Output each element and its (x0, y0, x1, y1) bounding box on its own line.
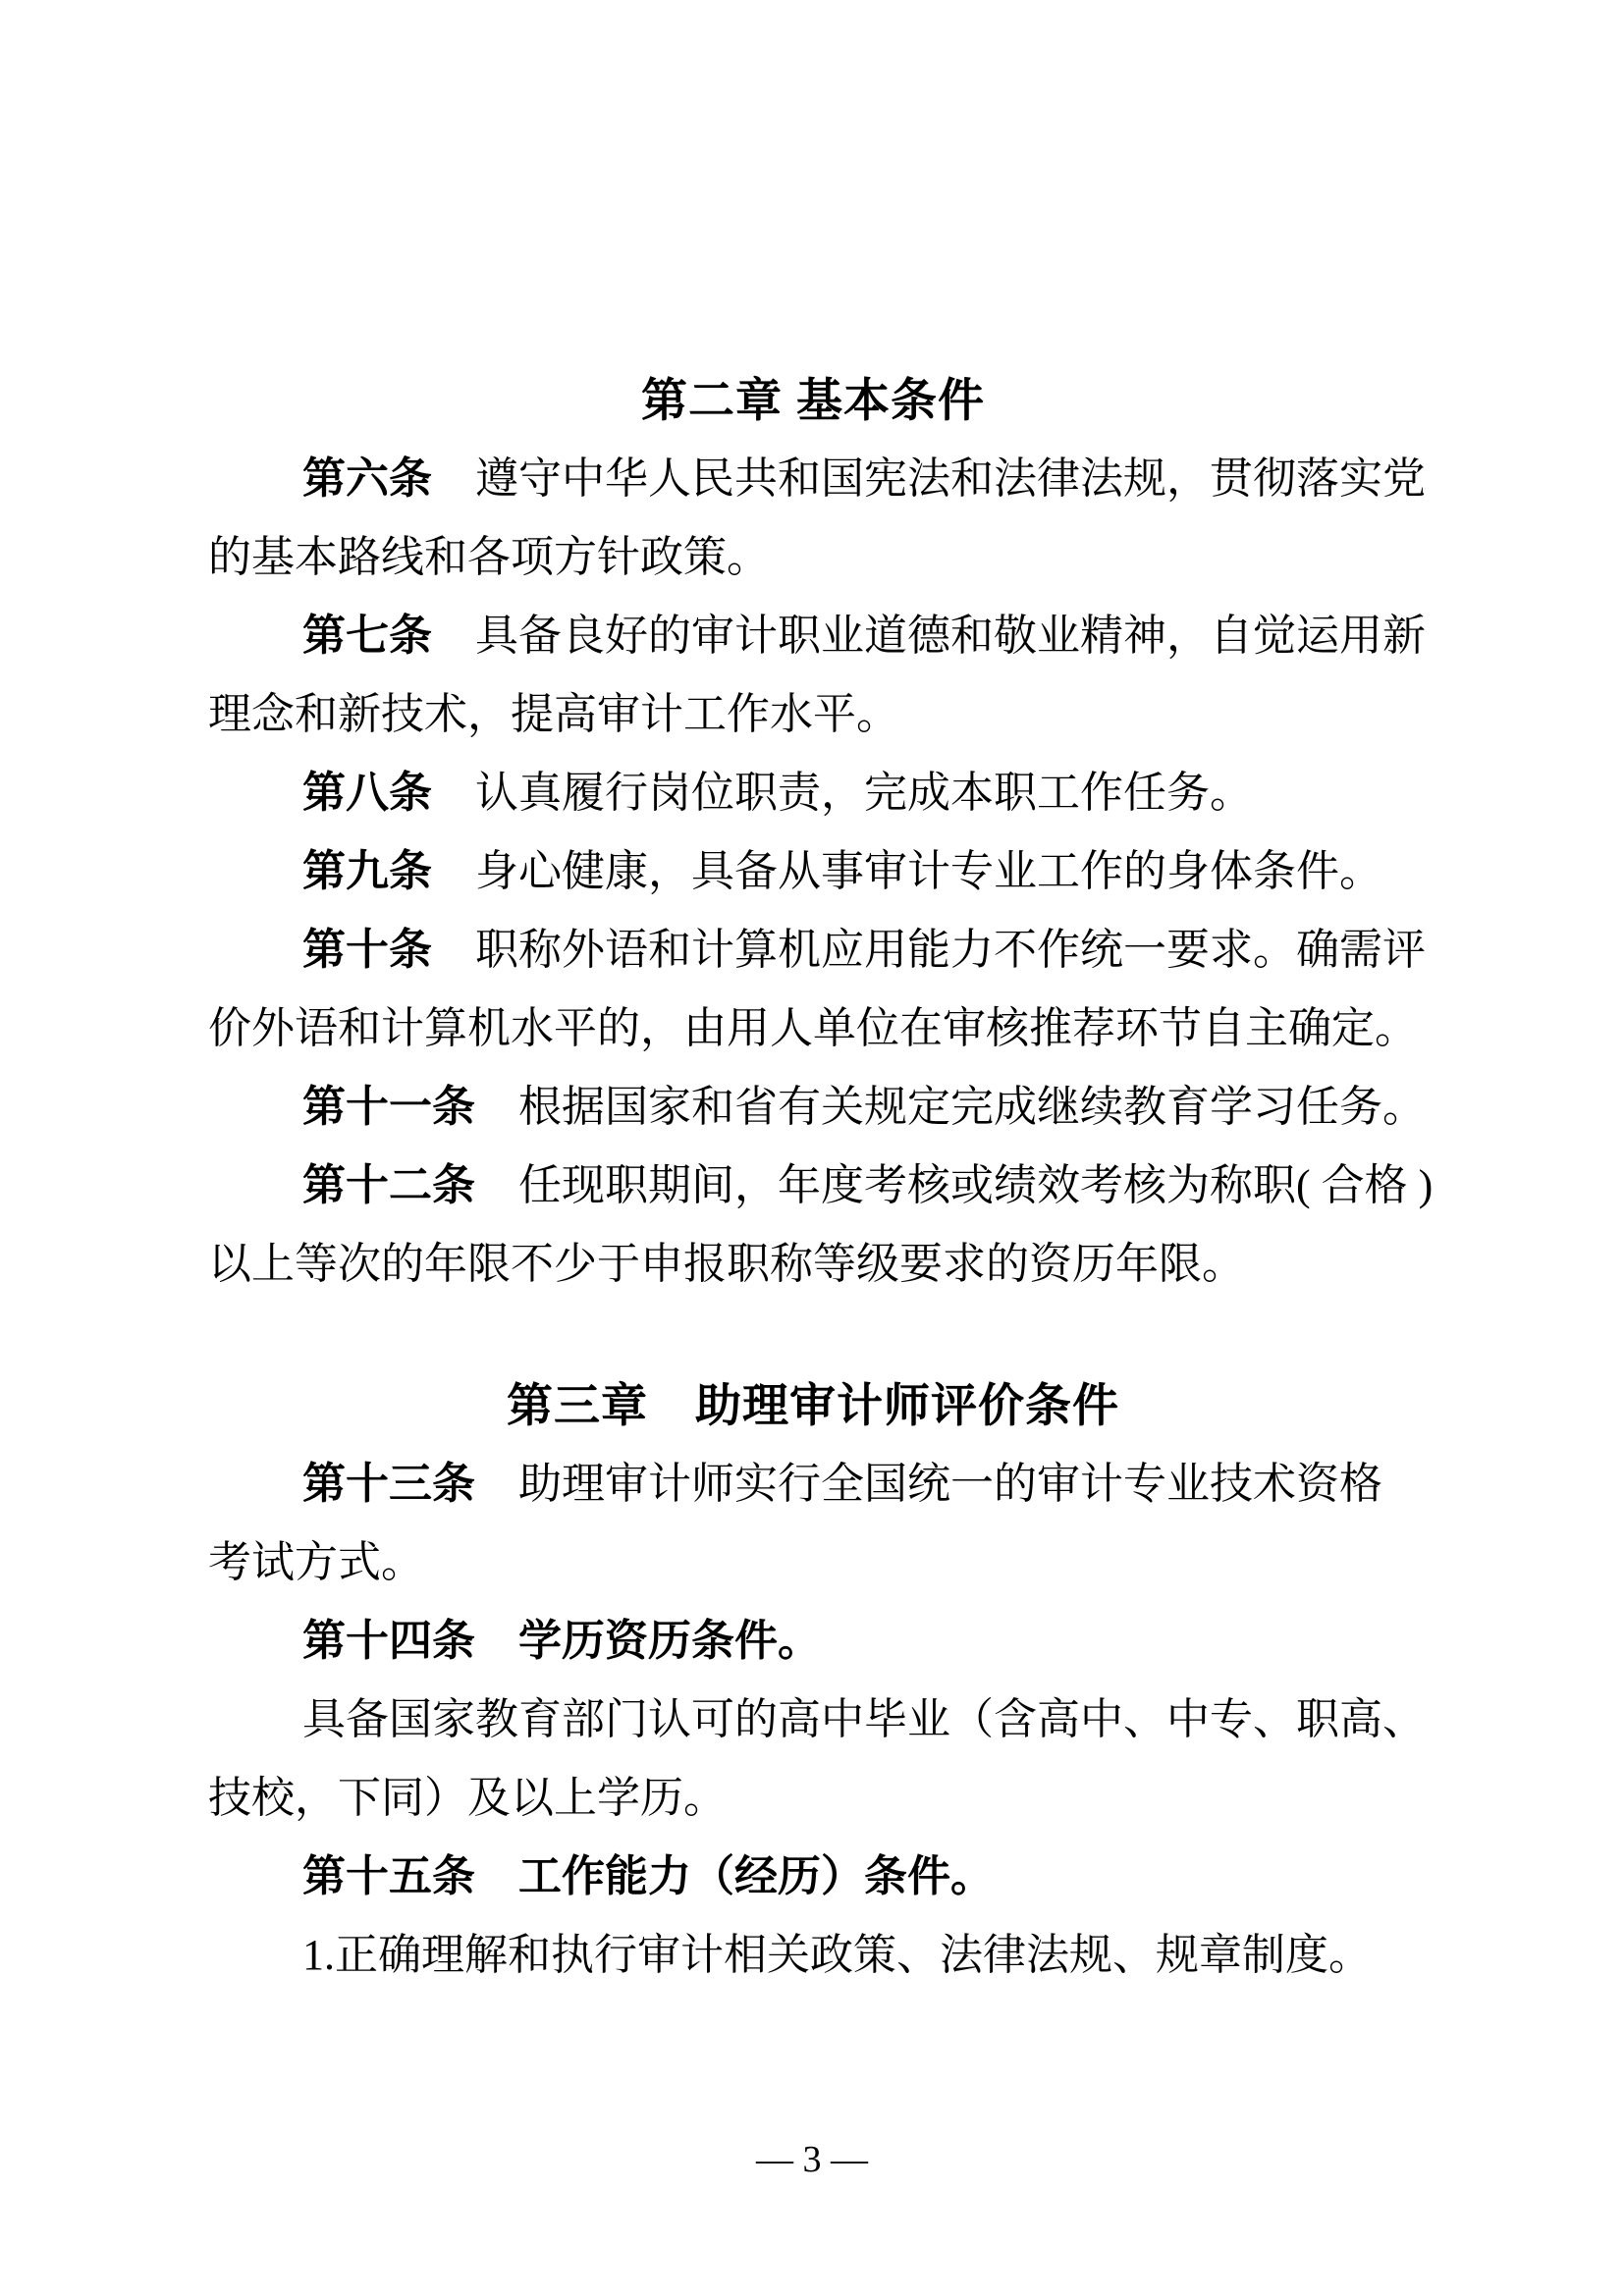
chapter-heading-text: 第二章 基本条件 (640, 374, 986, 426)
article-number: 第六条 (302, 454, 432, 503)
line-text: 身心健康，具备从事审计专业工作的身体条件。 (432, 847, 1382, 895)
line-text: 任现职期间，年度考核或绩效考核为称职( 合格 ) (475, 1161, 1434, 1209)
text-line (208, 1445, 1418, 1523)
text-line (208, 518, 1418, 597)
text-line (208, 675, 1418, 754)
line-text: 根据国家和省有关规定完成继续教育学习任务。 (475, 1083, 1426, 1131)
page-number-label: — 3 — (756, 2139, 868, 2180)
text-line (208, 597, 1426, 675)
article-number: 第十五条 (302, 1852, 475, 1900)
article-number: 第七条 (302, 612, 432, 660)
text-line (208, 1602, 1418, 1681)
line-text: 认真履行岗位职责，完成本职工作任务。 (432, 769, 1253, 817)
line-text: 职称外语和计算机应用能力不作统一要求。确需评 (432, 926, 1426, 974)
line-text: 1.正确理解和执行审计相关政策、法律法规、规章制度。 (302, 1931, 1372, 1979)
text-line (208, 1068, 1426, 1147)
text-line (208, 440, 1426, 518)
text-line (208, 1916, 1418, 1995)
article-number: 第十一条 (302, 1083, 475, 1131)
text-line (208, 1225, 1418, 1304)
chapter-heading-3 (208, 1366, 1418, 1445)
text-line (208, 989, 1418, 1068)
line-text: 具备良好的审计职业道德和敬业精神，自觉运用新 (432, 612, 1426, 660)
text-line (208, 832, 1418, 911)
text-line (208, 1523, 1418, 1602)
line-text: 价外语和计算机水平的，由用人单位在审核推荐环节自主确定。 (208, 1004, 1418, 1052)
line-text: 助理审计师实行全国统一的审计专业技术资格 (475, 1460, 1382, 1508)
text-line (208, 754, 1418, 832)
line-text: 技校，下同）及以上学历。 (208, 1774, 727, 1822)
article-number: 第十三条 (302, 1460, 475, 1508)
text-line (208, 1147, 1434, 1225)
line-text: 学历资历条件。 (475, 1617, 821, 1665)
text-line (208, 1759, 1418, 1838)
page-number (0, 2120, 1624, 2199)
text-line (208, 911, 1426, 989)
article-number: 第十二条 (302, 1161, 475, 1209)
line-text: 遵守中华人民共和国宪法和法律法规，贯彻落实党 (432, 454, 1426, 503)
line-text: 的基本路线和各项方针政策。 (208, 533, 770, 581)
line-text: 理念和新技术，提高审计工作水平。 (208, 690, 899, 738)
chapter-heading-2 (208, 361, 1418, 440)
line-text: 考试方式。 (208, 1538, 424, 1586)
text-line (208, 1681, 1426, 1759)
article-number: 第九条 (302, 847, 432, 895)
line-text: 工作能力（经历）条件。 (475, 1852, 994, 1900)
article-number: 第十四条 (302, 1617, 475, 1665)
text-line (208, 1838, 1418, 1916)
line-text: 以上等次的年限不少于申报职称等级要求的资历年限。 (208, 1240, 1245, 1288)
line-text: 具备国家教育部门认可的高中毕业（含高中、中专、职高、 (302, 1695, 1426, 1743)
article-number: 第十条 (302, 926, 432, 974)
page-body (208, 361, 1434, 1995)
article-number: 第八条 (302, 769, 432, 817)
chapter-heading-text: 第三章 助理审计师评价条件 (507, 1379, 1119, 1431)
